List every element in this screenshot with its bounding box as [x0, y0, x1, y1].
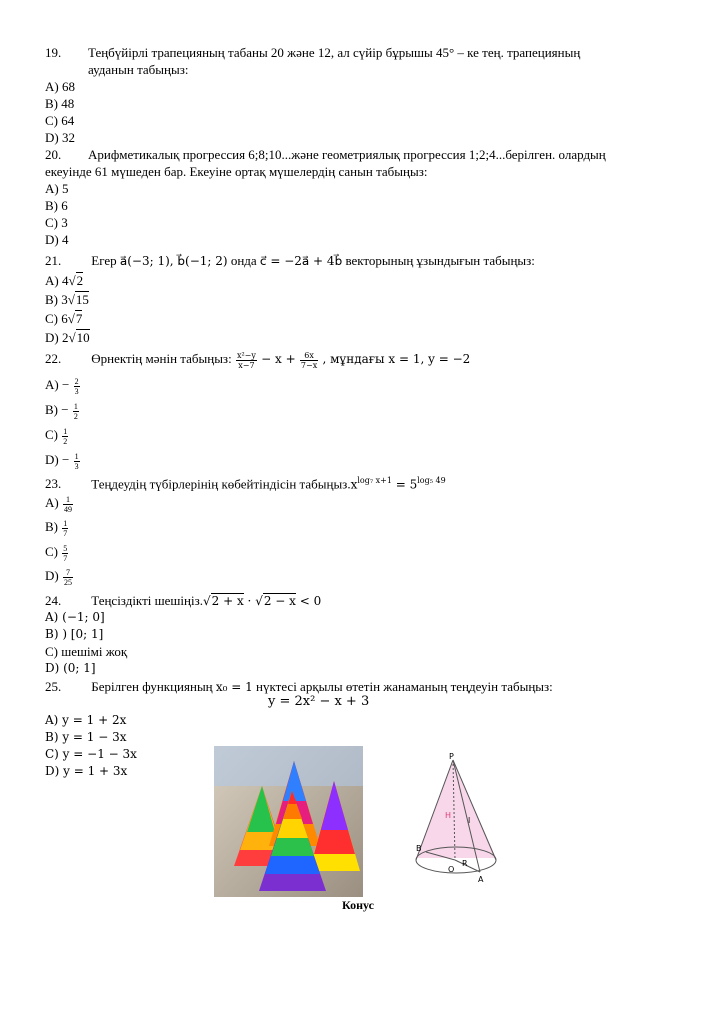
denominator: 25: [63, 577, 72, 587]
math-expression: x₀ = 1: [215, 680, 253, 694]
option-c: C) y = −1 − 3x: [45, 747, 137, 761]
option-b: B) 3√15: [45, 292, 89, 307]
fraction: [300, 351, 318, 370]
option-d: D) 4: [45, 232, 69, 247]
denominator: 7−x: [300, 360, 318, 370]
numerator: 7: [63, 568, 73, 578]
denominator: 7: [63, 553, 68, 563]
denominator: 3: [74, 461, 79, 471]
math-base: x: [350, 477, 358, 492]
option-d: [45, 451, 81, 471]
option-c: C) 6√7: [45, 311, 83, 326]
option-b: B) 48: [45, 96, 75, 111]
question-text: Берілген функцияның: [91, 679, 213, 694]
option-b: B) ) [0; 1]: [45, 627, 104, 641]
denominator: 2: [73, 411, 78, 421]
denominator: x−7: [238, 360, 255, 370]
math-operator: < 0: [295, 594, 322, 608]
question-24: [45, 592, 685, 610]
numerator: 1: [63, 518, 68, 528]
option-a: A) 5: [45, 181, 69, 196]
fraction: [62, 427, 68, 446]
fraction: [63, 568, 73, 587]
option-b: B) 6: [45, 198, 68, 213]
inequality: √2 + x · √2 − x < 0: [202, 594, 322, 608]
option-label: A) −: [45, 377, 70, 392]
fraction: [73, 402, 79, 421]
radicand: 2 − x: [263, 594, 296, 608]
option-label: D): [45, 568, 59, 583]
fraction: [62, 519, 68, 538]
question-21: [45, 252, 685, 270]
question-23: [45, 472, 685, 493]
option-label: C): [45, 427, 58, 442]
exponent: log₅ 49: [417, 476, 446, 485]
fraction: [74, 377, 80, 396]
radicand: 2 + x: [211, 594, 244, 608]
question-number: 19.: [45, 45, 62, 60]
option-a: [45, 376, 81, 396]
label-p: P: [449, 752, 454, 761]
numerator: x²−y: [236, 350, 256, 360]
option-d: D) 2√10: [45, 330, 90, 345]
numerator: 1: [73, 401, 78, 411]
figure-caption: Конус: [342, 898, 374, 912]
math-operator: − x +: [261, 352, 296, 366]
option-label: D) −: [45, 452, 70, 467]
option-c: C) 3: [45, 215, 68, 230]
label-h: H: [445, 811, 452, 820]
option-label: B) 3: [45, 292, 68, 307]
label-l: l: [468, 816, 471, 825]
denominator: 2: [63, 436, 68, 446]
question-number: 25.: [45, 679, 62, 694]
question-text: Егер: [91, 253, 117, 268]
question-text: Теңдеудің түбірлерінің көбейтіндісін табыңыз.: [91, 476, 351, 492]
option-a: [45, 494, 74, 514]
option-label: A) 4: [45, 273, 69, 288]
option-label: A): [45, 495, 59, 510]
option-a: A) y = 1 + 2x: [45, 713, 127, 727]
question-22: [45, 350, 685, 370]
question-text: , мұндағы x = 1, y = −2: [322, 352, 471, 366]
radicand: 10: [76, 330, 90, 345]
party-hats-photo: [214, 746, 363, 897]
vector-expression: a⃗(−3; 1), b⃗(−1; 2): [119, 254, 228, 268]
question-text-cont: ауданын табыңыз:: [88, 62, 189, 77]
radicand: 15: [75, 292, 89, 307]
party-hats-illustration: [214, 746, 363, 897]
math-operator: ·: [243, 594, 256, 608]
option-label: B): [45, 519, 58, 534]
fraction: [63, 495, 73, 514]
denominator: 3: [74, 386, 79, 396]
question-text-cont: екеуінде 61 мүшеден бар. Екеуіне ортақ мүшелердің санын табыңыз:: [45, 164, 428, 179]
math-equals: = 5: [391, 477, 418, 492]
option-a: A) 68: [45, 79, 75, 94]
numerator: 2: [74, 376, 79, 386]
question-number: 20.: [45, 147, 62, 162]
question-text: нүктесі арқылы өтетін жанаманың теңдеуін табыңыз:: [256, 679, 553, 694]
option-d: [45, 567, 74, 587]
label-o: O: [448, 865, 455, 874]
option-b: [45, 518, 69, 538]
question-text: Теңбүйірлі трапецияның табаны 20 және 12, ал сүйір бұрышы 45° – ке тең. трапецияның: [88, 45, 581, 60]
fraction: [74, 452, 80, 471]
question-20: [45, 146, 685, 180]
question-text: векторының ұзындығын табыңыз:: [345, 253, 535, 268]
denominator: 49: [63, 504, 72, 514]
question-text: Арифметикалық прогрессия 6;8;10...және геометриялық прогрессия 1;2;4...берілген. олардың: [88, 147, 606, 162]
option-d: D) 32: [45, 130, 75, 145]
label-b: B: [416, 844, 422, 853]
option-b: B) y = 1 − 3x: [45, 730, 127, 744]
question-number: 21.: [45, 253, 62, 268]
radicand: 2: [76, 273, 84, 288]
option-c: [45, 543, 69, 563]
option-a: A) 4√2: [45, 273, 84, 288]
option-c: C) шешімі жоқ: [45, 644, 128, 659]
question-text: Теңсіздікті шешіңіз.: [91, 593, 203, 608]
option-d: D) (0; 1]: [45, 661, 96, 675]
label-a: A: [478, 875, 484, 884]
cone-svg: [408, 748, 508, 896]
question-text: онда: [230, 253, 257, 268]
question-number: 22.: [45, 351, 62, 366]
cone-section: [416, 760, 496, 858]
numerator: 6x: [300, 351, 318, 361]
option-label: B) −: [45, 402, 69, 417]
question-text: Өрнектің мәнін табыңыз:: [91, 351, 232, 366]
question-number: 24.: [45, 593, 62, 608]
option-label: C): [45, 544, 58, 559]
option-label: C) 6: [45, 311, 68, 326]
numerator: 5: [63, 543, 68, 553]
denominator: 7: [63, 528, 68, 538]
numerator: 1: [63, 426, 68, 436]
label-r: R: [462, 859, 468, 868]
numerator: 1: [74, 451, 79, 461]
question-19: [45, 44, 685, 78]
cone-diagram: [408, 748, 508, 896]
option-b: [45, 401, 80, 421]
question-number: 23.: [45, 476, 62, 492]
fraction: [236, 351, 257, 370]
vector-expression: c⃗ = −2a⃗ + 4b⃗: [259, 254, 343, 268]
option-d: D) y = 1 + 3x: [45, 764, 128, 778]
option-c: C) 64: [45, 113, 75, 128]
exponent: log₇ x+1: [357, 476, 392, 485]
radicand: 7: [75, 311, 83, 326]
numerator: 1: [63, 495, 73, 505]
option-c: [45, 426, 69, 446]
function-equation: y = 2x² − x + 3: [268, 694, 370, 709]
fraction: [62, 544, 68, 563]
option-a: A) (−1; 0]: [45, 610, 105, 624]
option-label: D) 2: [45, 330, 69, 345]
